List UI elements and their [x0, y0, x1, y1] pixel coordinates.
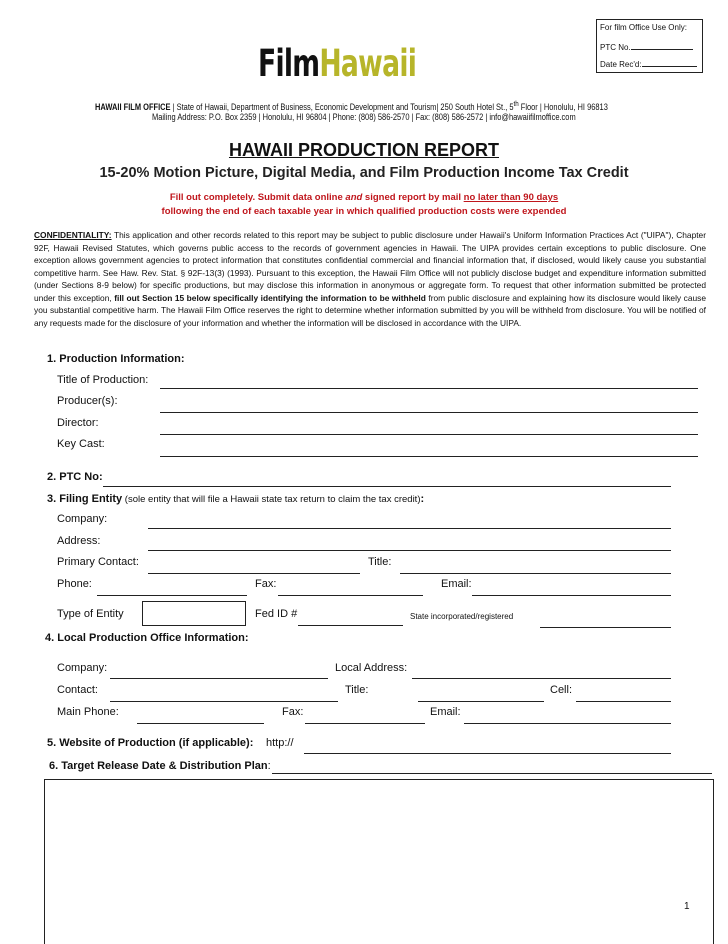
filing-company-field[interactable]	[148, 528, 671, 529]
local-cell-field[interactable]	[576, 701, 671, 702]
date-received-field[interactable]	[642, 58, 697, 67]
state-incorporated-field[interactable]	[540, 627, 671, 628]
filing-fax-label: Fax:	[255, 578, 277, 590]
director-field[interactable]	[160, 434, 698, 435]
ptc-number-label: PTC No.	[600, 43, 631, 52]
date-received-label: Date Rec'd:	[600, 60, 642, 69]
section-2-heading: 2. PTC No:	[47, 471, 103, 483]
local-address-field[interactable]	[412, 678, 671, 679]
filing-email-label: Email:	[441, 578, 472, 590]
filing-fax-field[interactable]	[278, 595, 423, 596]
type-of-entity-label: Type of Entity	[57, 608, 124, 620]
key-cast-label: Key Cast:	[57, 438, 105, 450]
office-name: HAWAII FILM OFFICE	[95, 102, 171, 112]
release-plan-line[interactable]	[272, 773, 712, 774]
filing-address-label: Address:	[57, 535, 101, 547]
local-contact-label: Contact:	[57, 684, 98, 696]
local-fax-field[interactable]	[305, 723, 425, 724]
primary-contact-field[interactable]	[148, 573, 360, 574]
confidentiality-bold-text: fill out Section 15 below specifically identifying the information to be withheld	[114, 292, 426, 303]
title-of-production-label: Title of Production:	[57, 374, 149, 386]
release-plan-heading: 6. Target Release Date & Distribution Plan	[49, 760, 268, 772]
ptc-number-input[interactable]	[103, 486, 671, 487]
title-of-production-field[interactable]	[160, 388, 698, 389]
local-fax-label: Fax:	[282, 706, 304, 718]
address-superscript: th	[513, 99, 519, 108]
type-of-entity-box[interactable]	[142, 601, 246, 626]
film-hawaii-logo	[258, 42, 416, 85]
section-6-heading	[49, 760, 271, 772]
instructions-line-1	[0, 192, 728, 203]
website-field[interactable]	[304, 753, 671, 754]
fed-id-label: Fed ID #	[255, 608, 298, 620]
instructions-deadline: no later than 90 days	[463, 192, 559, 203]
release-plan-colon: :	[267, 760, 271, 772]
local-address-label: Local Address:	[335, 662, 408, 674]
section-4-heading: 4. Local Production Office Information:	[45, 632, 249, 644]
filing-entity-heading: 3. Filing Entity	[47, 493, 123, 505]
filing-phone-label: Phone:	[57, 578, 92, 590]
address-text: | State of Hawaii, Department of Business, Economic Development and Tourism| 250 South Hotel St., 5	[170, 102, 514, 112]
primary-contact-label: Primary Contact:	[57, 556, 139, 568]
instructions-text: signed report by mail	[362, 192, 464, 203]
distribution-plan-box[interactable]	[44, 779, 714, 944]
local-contact-field[interactable]	[110, 701, 338, 702]
confidentiality-text: This application and other records related to this report may be subject to public disclosure under Hawaii's Uniform Information Practices Act ("UIPA"), Chapter 92F, Hawaii Revised Statutes, which governs public access to the records of government agencies in Hawaii. The UIPA provides certain exceptions to public disclosure. One exception allows government agencies to protect information that constitutes confidential commercial and financial information that, if disclosed, would likely cause you substantial competitive harm. See Haw. Rev. Stat. § 92F-13(3) (1993). Pursuant to this exception, the Hawaii Film Office will not publicly disclose budget and expenditure information submitted (under Sections 8-9 below) for specific productions, but may disclose this information in anonymous or aggregate form. To request that other information submitted be protected under this exception,	[34, 230, 706, 303]
filing-company-label: Company:	[57, 513, 108, 525]
instructions-text: Fill out completely. Submit data online	[169, 192, 346, 203]
page-number: 1	[684, 901, 690, 912]
filing-email-field[interactable]	[472, 595, 671, 596]
state-incorporated-label: State incorporated/registered	[410, 612, 514, 621]
director-label: Director:	[57, 417, 99, 429]
page-title: HAWAII PRODUCTION REPORT	[228, 140, 499, 160]
ptc-number-field[interactable]	[631, 41, 693, 50]
producers-field[interactable]	[160, 412, 698, 413]
local-email-label: Email:	[430, 706, 461, 718]
local-email-field[interactable]	[464, 723, 671, 724]
local-title-field[interactable]	[418, 701, 544, 702]
section-3-heading	[47, 493, 424, 505]
logo-film-text: Film	[258, 42, 320, 85]
section-5-heading: 5. Website of Production (if applicable):	[47, 737, 254, 749]
filing-phone-field[interactable]	[97, 595, 247, 596]
section-1-heading: 1. Production Information:	[47, 353, 185, 365]
local-company-label: Company:	[57, 662, 108, 674]
office-use-title: For film Office Use Only:	[600, 23, 687, 32]
confidentiality-text: from public disclosure and explaining how its disclosure would likely cause you substantial competitive harm. The Hawaii Film Office reserves the right to determine whether information submitted by you will be withheld from disclosure. You will be notified of any requests made for the disclosure of your information and whether the information will be disclosed in accordance with the UIPA.	[34, 292, 706, 328]
logo-hawaii-text: Hawaii	[319, 42, 417, 85]
local-company-field[interactable]	[110, 678, 328, 679]
address-end: Floor | Honolulu, HI 96813	[518, 102, 608, 112]
main-phone-field[interactable]	[137, 723, 264, 724]
local-title-label: Title:	[345, 684, 369, 696]
fed-id-field[interactable]	[298, 625, 403, 626]
filing-address-field[interactable]	[148, 550, 671, 551]
instructions-line-2: following the end of each taxable year in which qualified production costs were expended	[161, 206, 567, 217]
mailing-address-line: Mailing Address: P.O. Box 2359 | Honolulu, HI 96804 | Phone: (808) 586-2570 | Fax: (808) 586-2572 | info@hawaiifilmoffice.com	[152, 112, 576, 122]
filing-entity-note: (sole entity that will file a Hawaii state tax return to claim the tax credit)	[122, 494, 421, 505]
key-cast-field[interactable]	[160, 456, 698, 457]
office-address-line	[95, 99, 608, 112]
office-use-box	[596, 19, 703, 73]
local-cell-label: Cell:	[550, 684, 573, 696]
website-prefix: http://	[266, 737, 294, 749]
page-subtitle: 15-20% Motion Picture, Digital Media, and Film Production Income Tax Credit	[99, 165, 629, 181]
filing-title-field[interactable]	[400, 573, 671, 574]
main-phone-label: Main Phone:	[57, 706, 119, 718]
confidentiality-paragraph	[34, 229, 706, 329]
instructions-and: and	[345, 192, 363, 203]
confidentiality-heading: CONFIDENTIALITY:	[34, 230, 112, 240]
producers-label: Producer(s):	[57, 395, 118, 407]
filing-title-label: Title:	[368, 556, 392, 568]
filing-entity-colon: :	[420, 493, 425, 505]
